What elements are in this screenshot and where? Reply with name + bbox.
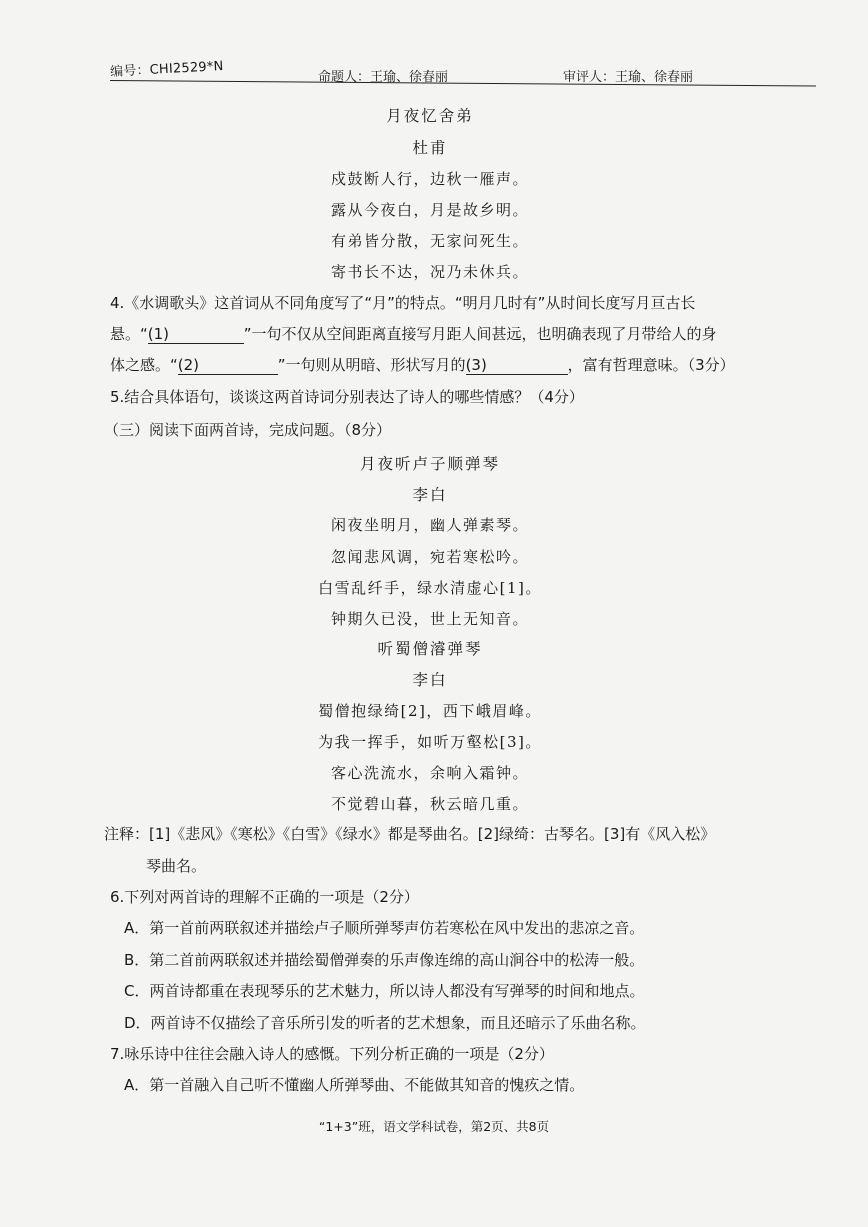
poem2-title: 月夜听卢子顺弹琴 [359, 455, 500, 473]
poem2-line: 闲夜坐明月，幽人弹素琴。 [330, 516, 529, 534]
poem3-line: 客心洗流水，余响入霜钟。 [330, 764, 529, 782]
poem3-author: 李白 [412, 671, 448, 689]
q6-stem: 6.下列对两首诗的理解不正确的一项是（2分） [110, 888, 419, 906]
q4-line2: 悬。“(1) ”一句不仅从空间距离直接写月距人间甚远，也明确表现了月带给人的身 [110, 325, 717, 343]
q5-stem: 5.结合具体语句，谈谈这两首诗词分别表达了诗人的哪些情感？（4分） [110, 388, 584, 406]
q6-option-d[interactable]: D．两首诗不仅描绘了音乐所引发的听者的艺术想象，而且还暗示了乐曲名称。 [124, 1014, 646, 1032]
q7-stem: 7.咏乐诗中往往会融入诗人的感慨。下列分析正确的一项是（2分） [110, 1045, 554, 1063]
q4-blank-1[interactable]: (1) [148, 325, 244, 344]
question-setters: 命题人：王瑜、徐春丽 [318, 70, 449, 85]
q4-blank-2[interactable]: (2) [178, 356, 278, 375]
q4-line3: 体之感。“(2) ”一句则从明暗、形状写月的(3) ，富有哲理意味。（3分） [110, 356, 735, 374]
q4-blank-3[interactable]: (3) [466, 356, 568, 375]
poem3-line: 不觉碧山暮，秋云暗几重。 [330, 795, 529, 813]
poem1-line: 戍鼓断人行，边秋一雁声。 [330, 170, 529, 188]
q4-line1: 4.《水调歌头》这首词从不同角度写了“月”的特点。“明月几时有”从时间长度写月亘古长 [110, 294, 696, 312]
notes-line2: 琴曲名。 [146, 857, 207, 875]
poem1-title: 月夜忆舍弟 [386, 107, 474, 125]
poem1-author: 杜甫 [412, 139, 448, 157]
page-footer: “1+3”班，语文学科试卷，第2页、共8页 [318, 1119, 550, 1134]
q6-option-a[interactable]: A．第一首前两联叙述并描绘卢子顺所弹琴声仿若寒松在风中发出的悲凉之音。 [124, 919, 645, 937]
poem3-line: 蜀僧抱绿绮[2]，西下峨眉峰。 [318, 702, 542, 720]
q7-option-a[interactable]: A．第一首融入自己听不懂幽人所弹琴曲、不能做其知音的愧疚之情。 [124, 1076, 585, 1094]
poem3-title: 听蜀僧濬弹琴 [377, 640, 483, 658]
poem2-line: 忽闻悲风调，宛若寒松吟。 [330, 548, 529, 566]
poem2-author: 李白 [412, 486, 448, 504]
section-3-heading: （三）阅读下面两首诗，完成问题。（8分） [104, 421, 392, 439]
paper-code: 编号：CHI2529*N [109, 59, 224, 80]
reviewers: 审评人：王瑜、徐春丽 [563, 70, 694, 85]
poem3-line: 为我一挥手，如听万壑松[3]。 [318, 733, 542, 751]
poem1-line: 露从今夜白，月是故乡明。 [330, 201, 529, 219]
poem1-line: 寄书长不达，况乃未休兵。 [330, 263, 529, 281]
q6-option-b[interactable]: B．第二首前两联叙述并描绘蜀僧弹奏的乐声像连绵的高山涧谷中的松涛一般。 [124, 951, 645, 969]
poem2-line: 白雪乱纤手，绿水清虚心[1]。 [318, 579, 542, 597]
poem1-line: 有弟皆分散，无家问死生。 [330, 232, 529, 250]
poem2-line: 钟期久已没，世上无知音。 [330, 610, 529, 628]
q6-option-c[interactable]: C．两首诗都重在表现琴乐的艺术魅力，所以诗人都没有写弹琴的时间和地点。 [124, 982, 645, 1000]
notes-line1: 注释：[1]《悲风》《寒松》《白雪》《绿水》都是琴曲名。[2]绿绮：古琴名。[3]有《风入松》 [104, 825, 716, 843]
